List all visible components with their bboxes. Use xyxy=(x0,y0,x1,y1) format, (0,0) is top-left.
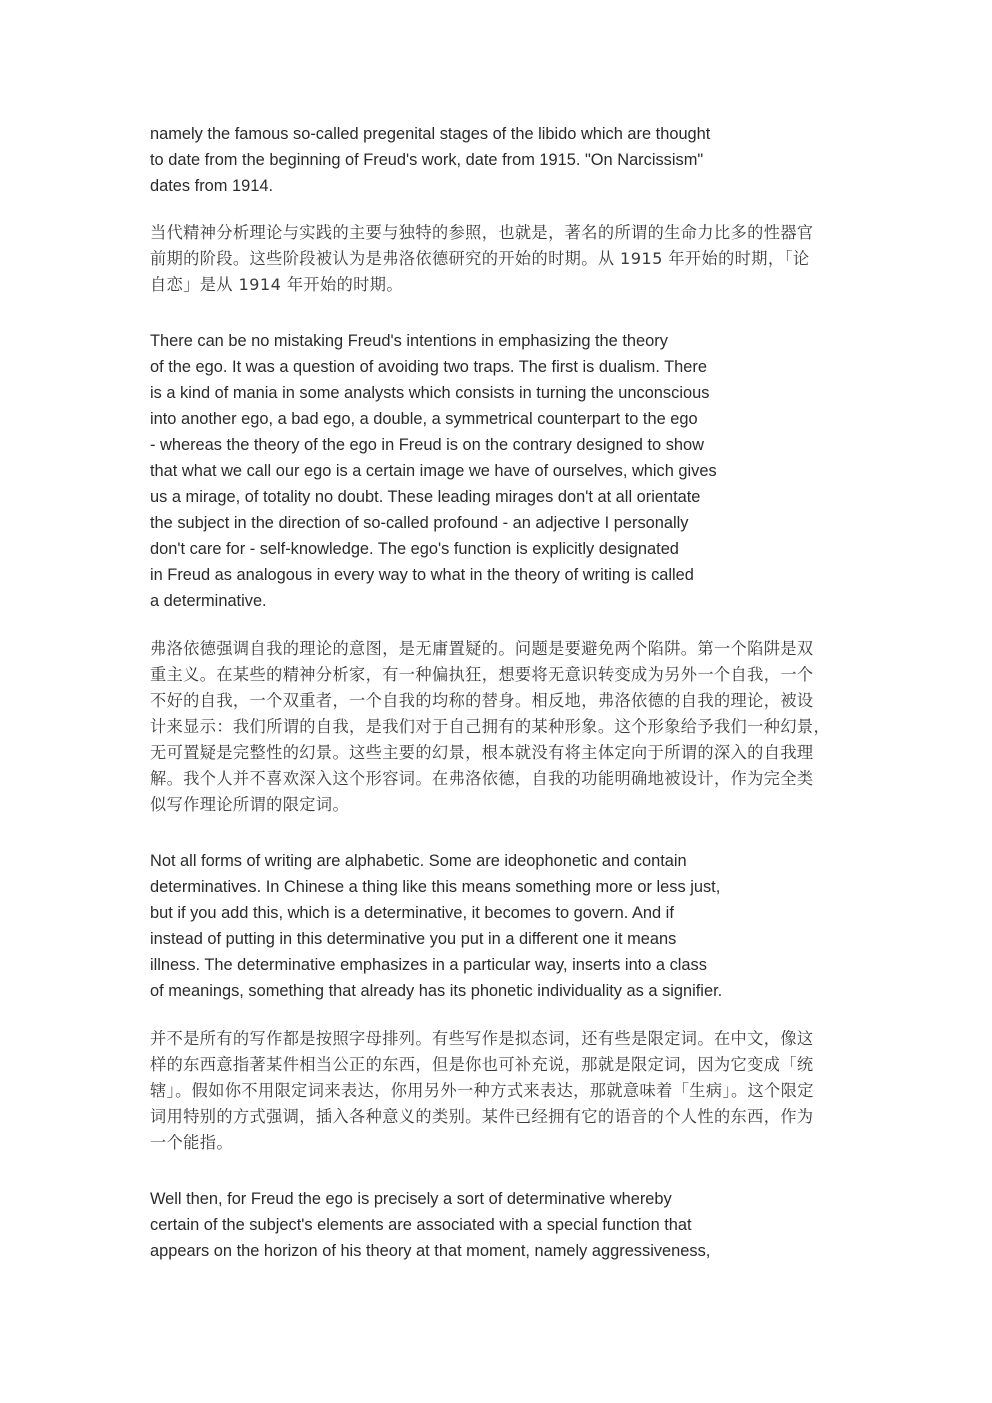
text-line: 不好的自我，一个双重者，一个自我的均称的替身。相反地，弗洛依德的自我的理论，被设 xyxy=(150,691,814,710)
text-line: a determinative. xyxy=(150,592,267,610)
text-line: is a kind of mania in some analysts which consists in turning the unconscious xyxy=(150,384,710,402)
text-line: in Freud as analogous in every way to what in the theory of writing is called xyxy=(150,566,694,584)
text-line: us a mirage, of totality no doubt. These leading mirages don't at all orientate xyxy=(150,488,701,506)
text-line: 辖」。假如你不用限定词来表达，你用另外一种方式来表达，那就意味着「生病」。这个限定 xyxy=(150,1081,814,1100)
text-line: 前期的阶段。这些阶段被认为是弗洛依德研究的开始的时期。从 1915 年开始的时期，「论 xyxy=(150,249,810,268)
text-line: to date from the beginning of Freud's work, date from 1915. "On Narcissism" xyxy=(150,151,704,169)
text-line: 似写作理论所谓的限定词。 xyxy=(150,795,350,814)
text-line: don't care for - self-knowledge. The ego's function is explicitly designated xyxy=(150,540,679,558)
text-line: namely the famous so-called pregenital stages of the libido which are thought xyxy=(150,125,711,143)
text-line: 解。我个人并不喜欢深入这个形容词。在弗洛依德，自我的功能明确地被设计，作为完全类 xyxy=(150,769,814,788)
text-line: There can be no mistaking Freud's intentions in emphasizing the theory xyxy=(150,332,668,350)
text-line: 并不是所有的写作都是按照字母排列。有些写作是拟态词，还有些是限定词。在中文，像这 xyxy=(150,1029,814,1048)
paragraph-english-4 xyxy=(150,1186,710,1264)
text-line: Not all forms of writing are alphabetic. Some are ideophonetic and contain xyxy=(150,852,687,870)
text-line: but if you add this, which is a determinative, it becomes to govern. And if xyxy=(150,904,674,922)
text-line: into another ego, a bad ego, a double, a symmetrical counterpart to the ego xyxy=(150,410,698,428)
text-line: 词用特别的方式强调，插入各种意义的类别。某件已经拥有它的语音的个人性的东西，作为 xyxy=(150,1107,814,1126)
text-line: of meanings, something that already has its phonetic individuality as a signifier. xyxy=(150,982,723,1000)
paragraph-english-1 xyxy=(150,121,710,199)
text-line: 自恋」是从 1914 年开始的时期。 xyxy=(150,275,403,294)
text-line: instead of putting in this determinative you put in a different one it means xyxy=(150,930,677,948)
text-line: the subject in the direction of so-called profound - an adjective I personally xyxy=(150,514,689,532)
text-line: dates from 1914. xyxy=(150,177,274,195)
text-line: 重主义。在某些的精神分析家，有一种偏执狂，想要将无意识转变成为另外一个自我，一个 xyxy=(150,665,814,684)
text-line: 样的东西意指著某件相当公正的东西，但是你也可补充说，那就是限定词，因为它变成「统 xyxy=(150,1055,814,1074)
text-line: determinatives. In Chinese a thing like this means something more or less just, xyxy=(150,878,721,896)
paragraph-english-3 xyxy=(150,848,722,1004)
text-line: - whereas the theory of the ego in Freud is on the contrary designed to show xyxy=(150,436,704,454)
text-line: Well then, for Freud the ego is precisely a sort of determinative whereby xyxy=(150,1190,672,1208)
text-line: 计来显示：我们所谓的自我，是我们对于自己拥有的某种形象。这个形象给予我们一种幻景， xyxy=(150,717,831,736)
text-line: 弗洛依德强调自我的理论的意图，是无庸置疑的。问题是要避免两个陷阱。第一个陷阱是双 xyxy=(150,639,814,658)
text-line: 当代精神分析理论与实践的主要与独特的参照，也就是，著名的所谓的生命力比多的性器官 xyxy=(150,223,814,242)
paragraph-chinese-1 xyxy=(150,220,814,298)
text-line: 一个能指。 xyxy=(150,1133,233,1152)
paragraph-chinese-2 xyxy=(150,636,830,818)
paragraph-chinese-3 xyxy=(150,1026,814,1156)
text-line: of the ego. It was a question of avoiding two traps. The first is dualism. There xyxy=(150,358,707,376)
paragraph-english-2 xyxy=(150,328,717,614)
text-line: appears on the horizon of his theory at that moment, namely aggressiveness, xyxy=(150,1242,711,1260)
text-line: certain of the subject's elements are associated with a special function that xyxy=(150,1216,692,1234)
text-line: illness. The determinative emphasizes in a particular way, inserts into a class xyxy=(150,956,707,974)
text-line: that what we call our ego is a certain image we have of ourselves, which gives xyxy=(150,462,717,480)
text-line: 无可置疑是完整性的幻景。这些主要的幻景，根本就没有将主体定向于所谓的深入的自我理 xyxy=(150,743,814,762)
